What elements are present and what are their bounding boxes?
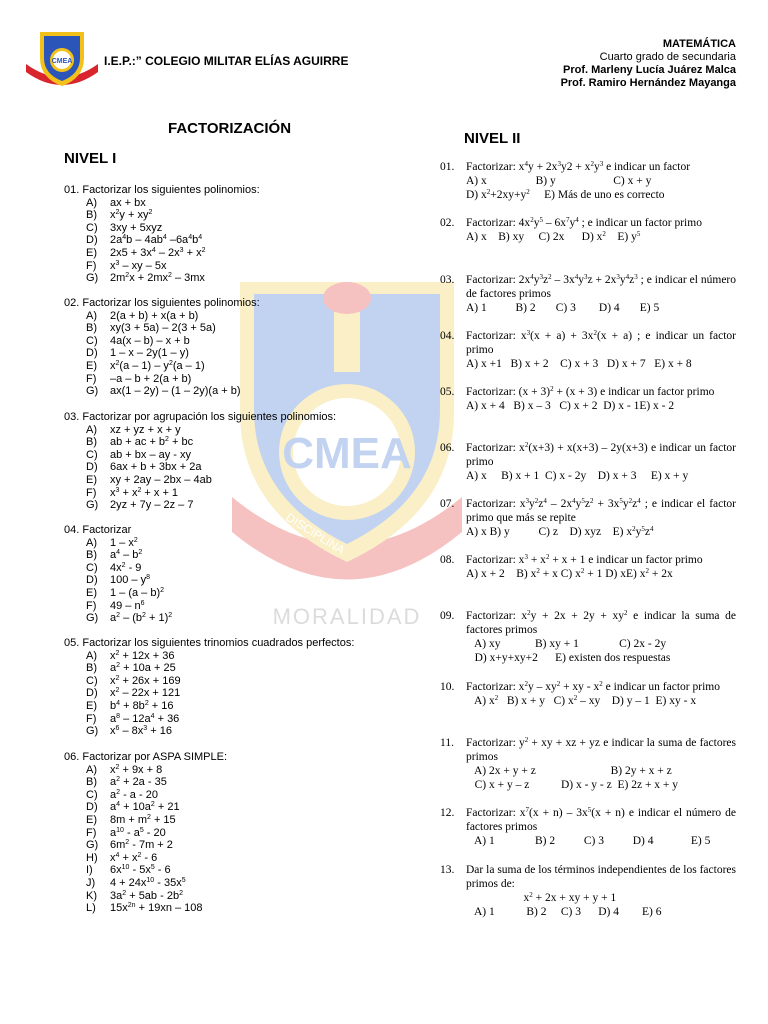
exercise-block — [64, 411, 336, 512]
item-expression: $x^3$ – xy – 5x — [110, 259, 167, 272]
item-expression: 4a(x – b) – x + b — [110, 334, 190, 347]
answer-options: A) 1 B) 2 C) 3 D) 4 E) 5 — [466, 302, 660, 314]
item-letter: C) — [86, 448, 98, 461]
exercise-item — [64, 687, 354, 700]
problem-block — [440, 216, 736, 244]
item-letter: D) — [86, 687, 98, 700]
problem-block — [440, 329, 736, 371]
exercise-item — [64, 499, 336, 512]
item-letter: A) — [86, 536, 97, 549]
item-expression: $2x5 + 3x^4 - 2x^3 + x^2$ — [110, 246, 206, 259]
exercise-item — [64, 801, 227, 814]
answer-options: A) $x^2$ B) x + y C) $x^2$ – xy D) y – 1 E) xy - x — [466, 694, 697, 707]
problem-number: 09. — [440, 610, 455, 622]
exercise-item — [64, 890, 227, 903]
item-letter: F) — [86, 712, 97, 725]
problem-number: 02. — [440, 217, 455, 229]
item-letter: B) — [86, 776, 97, 789]
item-letter: G) — [86, 725, 99, 738]
item-letter: D) — [86, 347, 98, 360]
watermark-moralidad-text: MORALIDAD — [272, 604, 422, 629]
item-letter: A) — [86, 649, 97, 662]
item-letter: A) — [86, 309, 97, 322]
item-expression: ax(1 – 2y) – (1 – 2y)(a + b) — [110, 385, 241, 398]
problem-number: 10. — [440, 681, 455, 693]
item-expression: $15x^{2n} + 19xn - 108$ — [110, 902, 203, 915]
problem-block — [440, 160, 736, 202]
item-expression: 6ax + b + 3bx + 2a — [110, 461, 202, 474]
problem-statement: Factorizar: $(x + 3)^2 + (x + 3)$ e indicar un factor primo — [466, 385, 715, 398]
item-expression: $x^2 + 26x + 169$ — [110, 674, 181, 687]
item-expression: $x^2 + 9x + 8$ — [110, 763, 163, 776]
problem-block — [440, 273, 736, 315]
grade-label: Cuarto grado de secundaria — [599, 51, 736, 63]
problem-number: 07. — [440, 498, 455, 510]
exercise-item — [64, 852, 227, 865]
exercise-item — [64, 864, 227, 877]
problem-block — [440, 553, 736, 581]
problem-statement: Factorizar: $x^3(x + a) + 3x^2(x + a)$ ; e indicar un factor primo — [466, 329, 736, 356]
item-letter: I) — [86, 864, 93, 877]
exercise-heading: 06. Factorizar por ASPA SIMPLE: — [64, 751, 228, 763]
exercise-heading: 03. Factorizar por agrupación los siguientes polinomios: — [64, 411, 337, 423]
answer-options: A) xy B) xy + 1 C) 2x - 2y — [466, 638, 667, 650]
header-info — [520, 38, 736, 90]
item-expression: $6x^{10} - 5x^5 - 6$ — [110, 864, 171, 877]
problem-block — [440, 806, 736, 848]
item-letter: E) — [86, 246, 97, 259]
item-expression: 1 – x – 2y(1 – y) — [110, 347, 189, 360]
problem-number: 11. — [440, 737, 454, 749]
exercise-item — [64, 487, 336, 500]
item-letter: C) — [86, 561, 98, 574]
exercise-item — [64, 675, 354, 688]
item-expression: –a – b + 2(a + b) — [110, 372, 192, 385]
answer-options: A) x +1 B) x + 2 C) x + 3 D) x + 7 E) x + 8 — [466, 358, 692, 370]
item-letter: A) — [86, 423, 97, 436]
item-expression: $x^2 + 12x + 36$ — [110, 649, 175, 662]
exercise-item — [64, 764, 227, 777]
exercise-item — [64, 424, 336, 437]
item-letter: B) — [86, 549, 97, 562]
item-expression: xy(3 + 5a) – 2(3 + 5a) — [110, 322, 216, 335]
item-expression: $a^4 - b^2$ — [110, 549, 143, 562]
answer-options: C) x + y – z D) x - y - z E) 2z + x + y — [466, 779, 679, 791]
problem-number: 01. — [440, 161, 455, 173]
answer-options: A) x + 2 B) $x^2 + x$ C) $x^2 + 1$ D) xE) $x^2 + 2x$ — [466, 567, 673, 580]
item-letter: L) — [86, 902, 96, 915]
item-letter: C) — [86, 334, 98, 347]
exercise-item — [64, 562, 172, 575]
exercise-item — [64, 360, 260, 373]
item-expression: ab + bx – ay - xy — [110, 448, 192, 461]
item-letter: B) — [86, 322, 97, 335]
item-letter: E) — [86, 359, 97, 372]
item-expression: $49 - n^6$ — [110, 599, 145, 612]
item-letter: G) — [86, 272, 99, 285]
watermark-emblem-letters: CMEA — [282, 429, 412, 478]
item-letter: B) — [86, 436, 97, 449]
item-expression: $a^2 + 2a - 35$ — [110, 776, 167, 789]
answer-options: $x^2 + 2x$ + xy + y + 1 — [466, 891, 617, 904]
item-letter: H) — [86, 851, 98, 864]
problem-block — [440, 863, 736, 919]
problem-statement: Factorizar: $2x^4y^3z^2 - 3x^4y^3z + 2x^3y^4z^3$ ; e indicar el número de factores primos — [466, 273, 736, 300]
problem-block — [440, 609, 736, 665]
exercise-item — [64, 197, 260, 210]
level-1-heading: NIVEL I — [64, 150, 117, 167]
exercise-block — [64, 637, 354, 738]
exercise-item — [64, 814, 227, 827]
item-expression: $a^4 + 10a^2 + 21$ — [110, 801, 180, 814]
item-expression: $x^2y + xy^2$ — [110, 209, 153, 222]
exercise-block — [64, 297, 260, 398]
problem-number: 06. — [440, 442, 455, 454]
level-2-heading: NIVEL II — [464, 130, 521, 147]
item-expression: 2(a + b) + x(a + b) — [110, 309, 199, 322]
item-expression: $8m + m^2 + 15$ — [110, 813, 176, 826]
item-letter: F) — [86, 259, 97, 272]
exercise-item — [64, 537, 172, 550]
answer-options: D) $x^2+2xy+y^2$ E) Más de uno es correcto — [466, 188, 665, 201]
exercise-block — [64, 524, 172, 625]
item-expression: $3a^2 + 5ab - 2b^2$ — [110, 889, 183, 902]
answer-options: A) x B) y C) z D) xyz E) $x^2y^5z^4$ — [466, 525, 654, 538]
item-letter: D) — [86, 574, 98, 587]
item-expression: $100 - y^8$ — [110, 574, 150, 587]
exercise-item — [64, 247, 260, 260]
item-letter: A) — [86, 763, 97, 776]
item-letter: J) — [86, 876, 96, 889]
exercise-item — [64, 713, 354, 726]
exercise-item — [64, 310, 260, 323]
item-letter: G) — [86, 499, 99, 512]
item-letter: F) — [86, 599, 97, 612]
exercise-item — [64, 600, 172, 613]
problem-statement: Factorizar: $4x^2y^5 - 6x^7y^4$ ; e indicar un factor primo — [466, 216, 702, 229]
exercise-item — [64, 222, 260, 235]
item-expression: $a^2 - (b^2 + 1)^2$ — [110, 612, 173, 625]
item-expression: $6m^2 - 7m + 2$ — [110, 839, 173, 852]
problem-number: 04. — [440, 330, 455, 342]
item-letter: F) — [86, 826, 97, 839]
item-letter: D) — [86, 461, 98, 474]
problem-statement: Factorizar: $x^7(x + n) - 3x^5(x + n)$ e indicar el número de factores primos — [466, 806, 736, 833]
item-expression: $2a^4b - 4ab^4$ $-6a^4b^4$ — [110, 234, 203, 247]
problem-number: 05. — [440, 386, 455, 398]
exercise-item — [64, 574, 172, 587]
item-expression: 3xy + 5xyz — [110, 221, 163, 234]
exercise-item — [64, 347, 260, 360]
answer-options: A) x + 4 B) x – 3 C) x + 2 D) x - 1E) x - 2 — [466, 400, 675, 412]
exercise-block — [64, 184, 260, 285]
item-expression: $x^3 + x^2 + x + 1$ — [110, 486, 179, 499]
problem-block — [440, 385, 736, 413]
item-expression: $a^8 - 12a^4 + 36$ — [110, 712, 180, 725]
exercise-item — [64, 373, 260, 386]
item-letter: C) — [86, 788, 98, 801]
item-letter: E) — [86, 586, 97, 599]
problem-block — [440, 680, 736, 708]
item-letter: B) — [86, 662, 97, 675]
problem-block — [440, 441, 736, 483]
answer-options: A) 1 B) 2 C) 3 D) 4 E) 5 — [466, 835, 711, 847]
item-expression: xz + yz + x + y — [110, 423, 181, 436]
item-expression: $x^2(a - 1) - y^2(a - 1)$ — [110, 359, 205, 372]
watermark-torch-flame — [323, 282, 371, 314]
exercise-item — [64, 839, 227, 852]
exercise-item — [64, 650, 354, 663]
answer-options: A) x B) y C) x + y — [466, 175, 652, 187]
item-expression: $1 - x^2$ — [110, 536, 138, 549]
exercise-item — [64, 449, 336, 462]
item-letter: E) — [86, 473, 97, 486]
problem-statement: Factorizar: $x^2y - xy^2$ + xy - $x^2$ e indicar un factor primo — [466, 680, 720, 693]
exercise-item — [64, 776, 227, 789]
problem-block — [440, 736, 736, 792]
exercise-heading: 05. Factorizar los siguientes trinomios cuadrados perfectos: — [64, 637, 355, 649]
answer-options: A) 2x + y + z B) 2y + x + z — [466, 765, 672, 777]
answer-options: A) x B) x + 1 C) x - 2y D) x + 3 E) x + y — [466, 470, 689, 482]
exercise-item — [64, 700, 354, 713]
subject-title: MATEMÁTICA — [662, 38, 736, 50]
item-letter: D) — [86, 234, 98, 247]
item-expression: $a^2 + 10a + 25$ — [110, 662, 176, 675]
item-expression: $x^4 + x^2 - 6$ — [110, 851, 158, 864]
exercise-item — [64, 260, 260, 273]
item-expression: ax + bx — [110, 196, 146, 209]
item-expression: $2m^2x + 2mx^2 - 3mx$ — [110, 272, 205, 285]
item-expression: 2yz + 7y – 2z – 7 — [110, 499, 194, 512]
answer-options: D) x+y+xy+2 E) existen dos respuestas — [466, 652, 671, 664]
exercise-heading: 01. Factorizar los siguientes polinomios: — [64, 184, 260, 196]
page-title: FACTORIZACIÓN — [168, 120, 292, 137]
exercise-item — [64, 827, 227, 840]
exercise-item — [64, 789, 227, 802]
exercise-item — [64, 322, 260, 335]
item-letter: E) — [86, 813, 97, 826]
crest-letters: CMEA — [51, 58, 73, 65]
item-letter: D) — [86, 801, 98, 814]
problem-number: 03. — [440, 274, 455, 286]
answer-options: A) x B) xy C) 2x D) $x^2$ E) $y^5$ — [466, 230, 641, 243]
item-letter: E) — [86, 699, 97, 712]
exercise-item — [64, 272, 260, 285]
professor-2: Prof. Ramiro Hernández Mayanga — [560, 77, 736, 89]
item-expression: $4 + 24x^{10} - 35x^5$ — [110, 876, 186, 889]
exercise-item — [64, 209, 260, 222]
item-expression: $a^{10} - a^5 - 20$ — [110, 826, 166, 839]
problem-statement: Factorizar: $x^2(x+3) + x(x+3) - 2y(x+3)$ e indicar un factor primo — [466, 441, 737, 468]
exercise-item — [64, 335, 260, 348]
item-expression: $a^2$ - a - 20 — [110, 788, 158, 801]
problem-number: 13. — [440, 864, 455, 876]
item-letter: F) — [86, 372, 97, 385]
item-letter: B) — [86, 209, 97, 222]
exercise-item — [64, 385, 260, 398]
exercise-item — [64, 549, 172, 562]
problem-statement: Dar la suma de los términos independientes de los factores primos de: — [466, 864, 736, 890]
exercise-item — [64, 877, 227, 890]
problem-statement: Factorizar: $y^2$ + xy + xz + yz e indicar la suma de factores primos — [466, 736, 736, 763]
item-letter: K) — [86, 889, 97, 902]
problem-statement: Factorizar: $x^3 + x^2 + x + 1$ e indicar un factor primo — [466, 553, 703, 566]
exercise-item — [64, 234, 260, 247]
item-expression: $x^6 - 8x^3 + 16$ — [110, 725, 172, 738]
exercise-item — [64, 587, 172, 600]
watermark-disciplina-text: DISCIPLINA — [283, 510, 348, 558]
problem-statement: Factorizar: $x^3y^2z^4 - 2x^4y^5z^2 + 3x^5y^2z^4$ ; e indicar el factor primo que más se repite — [466, 497, 737, 524]
item-expression: $b^4 + 8b^2 + 16$ — [110, 699, 174, 712]
answer-options: A) 1 B) 2 C) 3 D) 4 E) 6 — [466, 906, 662, 918]
item-expression: xy + 2ay – 2bx – 4ab — [110, 473, 212, 486]
item-letter: F) — [86, 486, 97, 499]
item-letter: G) — [86, 385, 99, 398]
exercise-item — [64, 612, 172, 625]
item-letter: A) — [86, 196, 97, 209]
problem-number: 12. — [440, 807, 455, 819]
item-expression: 1 – (a – b)$^2$ — [110, 586, 165, 599]
item-expression: $x^2 - 22x + 121$ — [110, 687, 181, 700]
item-letter: C) — [86, 674, 98, 687]
item-expression: ab + ac + $b^2$ + bc — [110, 436, 194, 449]
item-letter: G) — [86, 612, 99, 625]
exercise-item — [64, 436, 336, 449]
exercise-item — [64, 902, 227, 915]
professor-1: Prof. Marleny Lucía Juárez Malca — [562, 64, 736, 76]
exercise-heading: 02. Factorizar los siguientes polinomios: — [64, 297, 260, 309]
school-crest-logo — [24, 28, 100, 90]
problem-statement: Factorizar: $x^2y + 2x + 2y + xy^2$ e indicar la suma de factores primos — [466, 609, 736, 636]
item-letter: G) — [86, 839, 99, 852]
exercise-heading: 04. Factorizar — [64, 524, 132, 536]
exercise-item — [64, 461, 336, 474]
problem-block — [440, 497, 736, 539]
item-expression: $4x^2 - 9$ — [110, 561, 142, 574]
problem-statement: Factorizar: $x^4y + 2x^3y2 + x^2y^3$ e indicar un factor — [466, 160, 691, 173]
exercise-item — [64, 474, 336, 487]
exercise-item — [64, 725, 354, 738]
item-letter: C) — [86, 221, 98, 234]
exercise-item — [64, 662, 354, 675]
exercise-block — [64, 751, 227, 915]
school-name: I.E.P.:” COLEGIO MILITAR ELÍAS AGUIRRE — [104, 54, 349, 68]
problem-number: 08. — [440, 554, 455, 566]
